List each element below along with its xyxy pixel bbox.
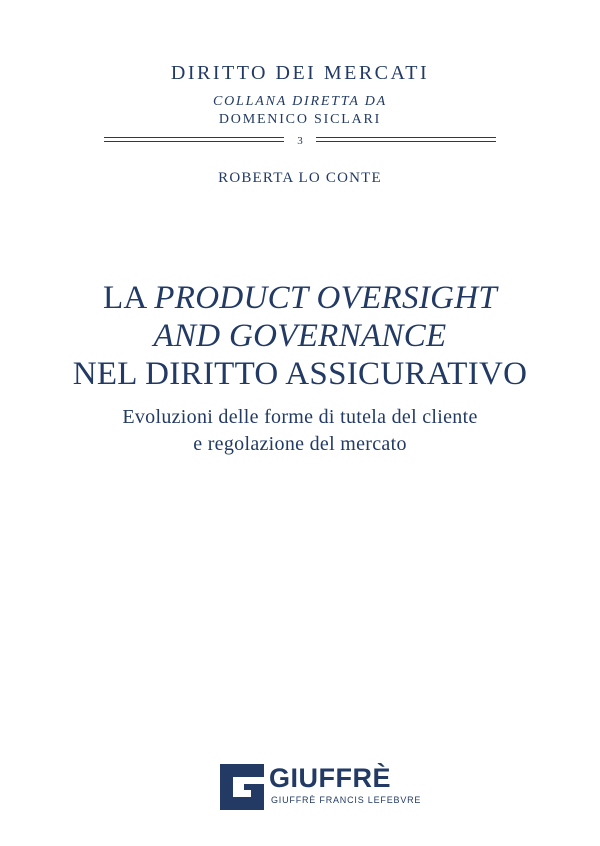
- publisher-logo: [220, 763, 422, 819]
- publisher-mark-icon: [220, 764, 264, 810]
- book-subtitle-line-1: Evoluzioni delle forme di tutela del cliente: [122, 406, 478, 428]
- book-title-line-2: AND GOVERNANCE: [153, 318, 447, 354]
- book-title-line-1: [0, 279, 600, 317]
- book-title-line-3: NEL DIRITTO ASSICURATIVO: [72, 356, 528, 392]
- title-prefix: LA: [102, 280, 155, 316]
- publisher-name: GIUFFRÈ: [269, 763, 391, 793]
- rule-right-top: [316, 137, 496, 138]
- series-title: DIRITTO DEI MERCATI: [170, 62, 430, 84]
- rule-right-bottom: [316, 141, 496, 142]
- author-name: ROBERTA LO CONTE: [218, 170, 382, 186]
- title-italic-1: PRODUCT OVERSIGHT: [154, 280, 498, 316]
- volume-number: 3: [297, 135, 303, 147]
- book-subtitle-line-2: e regolazione del mercato: [193, 433, 407, 455]
- series-directed-by: COLLANA DIRETTA DA: [213, 94, 387, 109]
- series-director: DOMENICO SICLARI: [218, 112, 382, 127]
- publisher-tagline: GIUFFRÈ FRANCIS LEFEBVRE: [271, 795, 422, 805]
